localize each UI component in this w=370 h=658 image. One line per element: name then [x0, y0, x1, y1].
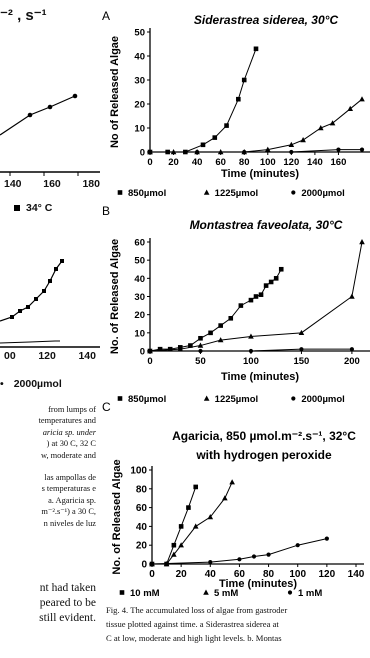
x-tick-label: 200	[343, 356, 360, 367]
left-units-fragment: ⁻² , s⁻¹	[0, 7, 47, 24]
data-point	[228, 316, 233, 321]
y-tick-label: 50	[134, 27, 145, 39]
legend-marker-icon	[118, 190, 123, 195]
data-point	[239, 303, 244, 308]
y-tick-label: 30	[134, 75, 145, 87]
legend-entry	[291, 188, 345, 199]
data-point	[264, 283, 269, 288]
data-point	[300, 137, 306, 142]
x-tick-label: 160	[330, 157, 347, 168]
caption-line-3: C at low, moderate and high light levels. b. Montas	[106, 633, 282, 643]
series-850-mol	[148, 267, 284, 353]
y-tick-label: 80	[135, 484, 147, 496]
data-point	[249, 349, 253, 353]
legend-entry	[204, 188, 258, 199]
data-point	[172, 543, 177, 548]
legend-label: 2000µmol	[301, 394, 345, 405]
x-tick-label: 0	[147, 157, 153, 168]
legend-label: 10 mM	[130, 588, 160, 598]
x-tick-label: 120	[318, 569, 336, 580]
y-tick-label: 30	[134, 292, 145, 303]
x-tick-label: 80	[238, 157, 250, 168]
legend-marker-icon	[118, 396, 123, 401]
left-caption-english: from lumps of temperatures and aricia sp. under ) at 30 C, 32 C w, moderate and	[38, 405, 96, 460]
data-point	[193, 485, 198, 490]
y-tick-label: 20	[134, 310, 145, 322]
data-point	[195, 150, 199, 154]
legend-label: 2000µmol	[301, 188, 345, 199]
data-point	[236, 97, 241, 102]
left-top-legend: 34° C	[14, 202, 52, 214]
y-tick-label: 40	[134, 273, 145, 285]
figure-caption	[106, 603, 370, 645]
data-point	[266, 553, 270, 557]
x-axis-label: Time (minutes)	[220, 371, 300, 383]
legend-label: 5 mM	[214, 588, 239, 598]
chart-panel-C	[102, 400, 365, 598]
data-point	[259, 292, 264, 297]
y-tick-label: 10	[134, 123, 145, 135]
y-tick-label: 0	[139, 147, 145, 159]
y-tick-label: 40	[134, 51, 145, 63]
data-point	[336, 148, 340, 152]
legend-label: 850µmol	[128, 394, 167, 405]
panel-letter: C	[102, 400, 111, 414]
legend-marker-icon	[204, 190, 210, 195]
data-point	[179, 524, 184, 529]
series-line	[152, 482, 232, 564]
legend-label: 1225µmol	[214, 394, 259, 405]
x-tick-label: 100	[243, 356, 259, 367]
y-tick-label: 0	[141, 559, 147, 571]
data-point	[359, 239, 365, 244]
data-point	[289, 150, 293, 154]
legend-entry	[118, 188, 167, 199]
data-point	[237, 557, 241, 561]
legend-marker-icon	[288, 590, 292, 594]
series-5-mm	[149, 479, 235, 566]
legend-entry	[120, 588, 160, 598]
data-point	[186, 505, 191, 510]
chart-title: Agaricia, 850 µmol.m⁻².s⁻¹, 32°C	[172, 429, 356, 443]
x-tick-label: 20	[168, 157, 179, 168]
data-point	[254, 294, 259, 299]
legend-entry	[291, 394, 345, 405]
data-point	[218, 323, 223, 328]
data-point	[359, 96, 365, 101]
chart-subtitle: with hydrogen peroxide	[196, 448, 332, 462]
data-point	[296, 543, 300, 547]
data-point	[193, 523, 199, 528]
data-point	[242, 150, 246, 154]
legend-marker-icon	[203, 590, 209, 595]
x-tick-label: 140	[306, 157, 323, 168]
left-caption-spanish: las ampollas de s temperaturas e a. Agaricia sp. m⁻².s⁻¹) a 30 C, n niveles de luz	[41, 473, 96, 528]
x-tick-label: 120	[283, 157, 300, 168]
left-mid-legend: • 2000µmol	[0, 378, 62, 390]
y-tick-label: 20	[134, 99, 145, 111]
x-tick-label: 40	[204, 569, 216, 580]
data-point	[148, 349, 152, 353]
x-tick-label: 20	[175, 569, 187, 580]
chart-title: Siderastrea siderea, 30°C	[193, 13, 339, 27]
y-tick-label: 0	[139, 346, 145, 358]
y-tick-label: 40	[135, 521, 147, 533]
y-axis-label: No of Released Algae	[109, 35, 121, 149]
x-axis-label: Time (minutes)	[220, 168, 300, 180]
x-tick-label: 100	[289, 569, 307, 580]
y-tick-label: 100	[130, 465, 147, 477]
x-tick-label: 100	[259, 157, 276, 168]
data-point	[299, 330, 305, 335]
x-tick-label: 150	[293, 356, 310, 367]
left-mid-fragment-plot	[0, 255, 100, 355]
left-mid-x-ticks: 00 120 140	[4, 350, 96, 362]
data-point	[242, 78, 247, 83]
legend-marker-icon	[120, 590, 125, 595]
left-body-text: nt had taken peared to be still evident.	[39, 582, 96, 624]
series-line	[150, 99, 362, 152]
x-tick-label: 0	[149, 569, 155, 580]
y-axis-label: No. of Released Algae	[109, 238, 121, 355]
data-point	[279, 267, 284, 272]
x-axis-label: Time (minutes)	[218, 578, 298, 590]
legend-label: 1 mM	[298, 588, 323, 598]
figure-4	[102, 0, 370, 598]
series-850-mol	[148, 47, 259, 155]
legend-marker-icon	[291, 396, 295, 400]
data-point	[150, 562, 154, 566]
chart-panel-A	[102, 9, 370, 199]
legend-marker-icon	[291, 190, 295, 194]
x-tick-label: 0	[147, 356, 153, 367]
data-point	[350, 347, 354, 351]
data-point	[208, 331, 213, 336]
legend-label: 850µmol	[128, 188, 167, 199]
legend-label: 1225µmol	[214, 188, 259, 199]
y-tick-label: 20	[135, 540, 147, 552]
data-point	[269, 280, 274, 285]
chart-panel-B	[102, 204, 370, 405]
data-point	[360, 148, 364, 152]
data-point	[212, 135, 217, 140]
x-tick-label: 50	[195, 356, 206, 367]
panel-letter: A	[102, 9, 111, 23]
x-tick-label: 80	[263, 569, 275, 580]
legend-entry	[203, 588, 238, 598]
data-point	[229, 479, 235, 484]
y-tick-label: 60	[135, 503, 147, 515]
x-tick-label: 60	[233, 569, 245, 580]
x-tick-label: 60	[215, 157, 226, 168]
data-point	[222, 495, 228, 500]
square-marker-icon	[14, 205, 20, 211]
legend-entry	[204, 394, 258, 405]
caption-line-2: tissue plotted against time. a Siderastrea siderea at	[106, 619, 279, 629]
y-tick-label: 50	[134, 255, 145, 267]
series-1225-mol	[147, 96, 365, 154]
y-tick-label: 60	[134, 237, 145, 249]
data-point	[201, 143, 206, 148]
data-point	[224, 123, 229, 128]
data-point	[254, 47, 259, 52]
x-tick-label: 140	[347, 569, 365, 580]
y-tick-label: 10	[134, 328, 145, 340]
left-top-x-ticks: 140 160 180	[4, 178, 100, 190]
data-point	[198, 349, 202, 353]
data-point	[274, 276, 279, 281]
data-point	[325, 537, 329, 541]
chart-title: Montastrea faveolata, 30°C	[189, 218, 343, 232]
data-point	[208, 560, 212, 564]
panel-letter: B	[102, 204, 111, 218]
data-point	[349, 294, 355, 299]
x-tick-label: 40	[191, 157, 203, 168]
data-point	[198, 336, 203, 341]
data-point	[252, 554, 256, 558]
left-top-fragment-plot	[0, 60, 100, 180]
caption-line-1: Fig. 4. The accumulated loss of algae from gastroder	[106, 605, 288, 615]
data-point	[299, 347, 303, 351]
data-point	[249, 298, 254, 303]
y-axis-label: No. of Released Algae	[111, 459, 123, 575]
legend-marker-icon	[204, 396, 210, 401]
legend-entry	[118, 394, 167, 405]
series-line	[150, 269, 281, 351]
data-point	[148, 150, 152, 154]
